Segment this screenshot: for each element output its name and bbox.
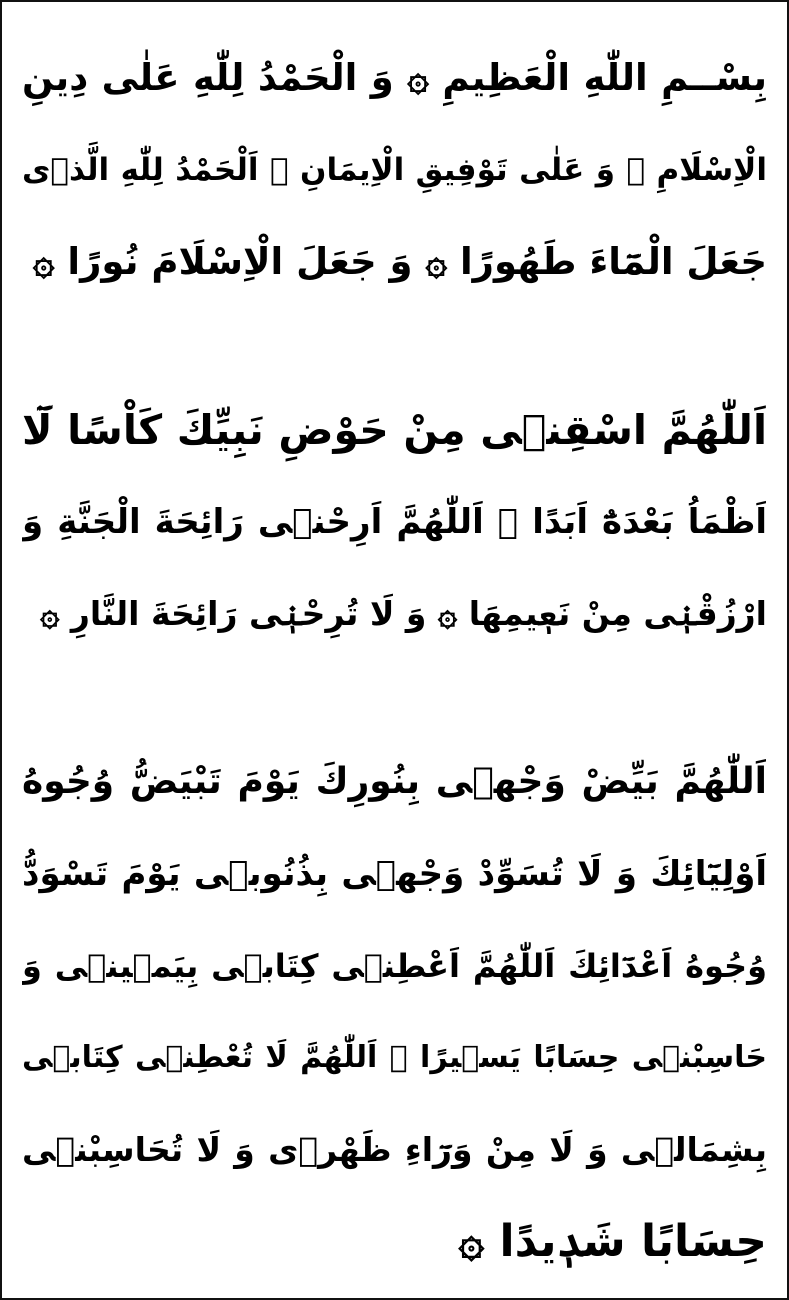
text-line: ارْزُقْنٖى مِنْ نَعٖيمِهَا ۞ وَ لَا تُرِحْنٖى رَائِحَةَ النَّارِ ۞ <box>40 594 767 633</box>
text-line: حِسَابًا شَدٖيدًا ۞ <box>458 1216 767 1267</box>
paragraph-basmala <box>22 32 767 308</box>
text-line: اَللّٰهُمَّ بَيِّضْ وَجْهٖى بِنُورِكَ يَوْمَ تَبْيَضُّ وُجُوهُ <box>22 761 767 802</box>
text-line: جَعَلَ الْمَٓاءَ طَهُورًا ۞ وَ جَعَلَ الْاِسْلَامَ نُورًا ۞ <box>32 240 767 283</box>
text-line: وُجُوهُ اَعْدَٓائِكَ اَللّٰهُمَّ اَعْطِنٖى كِتَابٖى بِيَمٖينٖى وَ <box>22 947 767 985</box>
paragraph-spacer <box>22 308 767 384</box>
text-line: الْاِسْلَامِ ۞ وَ عَلٰى تَوْفِيقِ الْاِيمَانِ ۞ اَلْحَمْدُ لِلّٰهِ الَّذٖى <box>22 152 767 188</box>
text-line: حَاسِبْنٖى حِسَابًا يَسٖيرًا ۞ اَللّٰهُمَّ لَا تُعْطِنٖى كِتَابٖى <box>22 1040 767 1075</box>
text-line: اَظْمَاُ بَعْدَهُٓ اَبَدًا ۞ اَللّٰهُمَّ اَرِحْنٖى رَائِحَةَ الْجَنَّةِ وَ <box>22 502 767 542</box>
text-line: بِسْــمِ اللّٰهِ الْعَظِيمِ ۞ وَ الْحَمْدُ لِلّٰهِ عَلٰى دِينِ <box>22 56 767 99</box>
paragraph-spacer <box>22 660 767 736</box>
text-line: اَللّٰهُمَّ اسْقِنٖى مِنْ حَوْضِ نَبِيِّكَ كَاْسًا لَٓا <box>22 406 767 454</box>
text-line: اَوْلِيَٓائِكَ وَ لَا تُسَوِّدْ وَجْهٖى بِذُنُوبٖى يَوْمَ تَسْوَدُّ <box>22 854 767 894</box>
paragraph-wajh <box>22 736 767 1288</box>
text-line: بِشِمَالٖى وَ لَا مِنْ وَرَٓاءِ ظَهْرٖى وَ لَا تُحَاسِبْنٖى <box>22 1130 767 1169</box>
paragraph-hawd <box>22 384 767 660</box>
